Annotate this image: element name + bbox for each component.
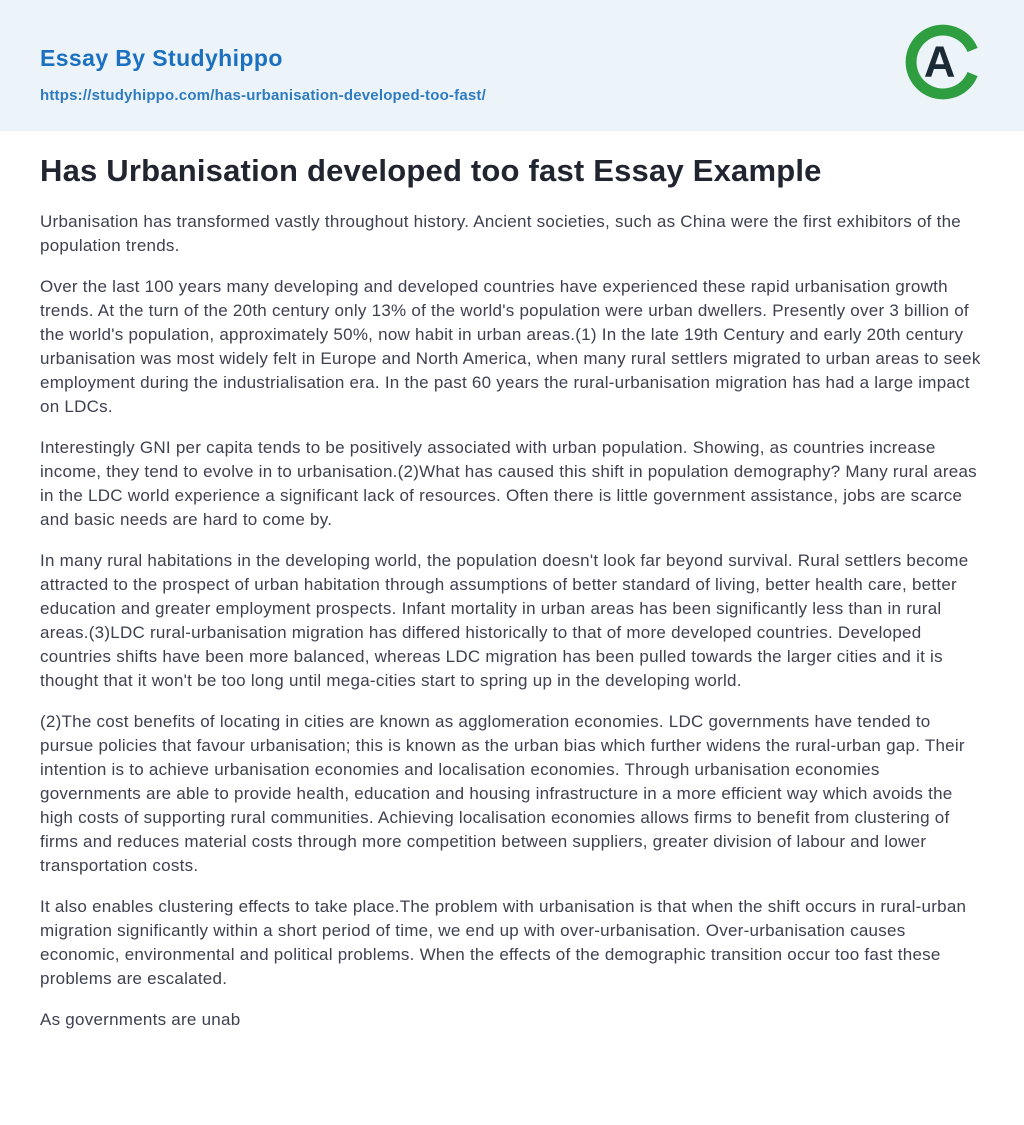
essay-title: Has Urbanisation developed too fast Essay Example — [40, 153, 822, 188]
essay-article — [0, 131, 1024, 1032]
essay-paragraph: In many rural habitations in the developing world, the population doesn't look far beyond survival. Rural settlers become attracted to the prospect of urban habitation through assumptions of better standard of living, better health care, better education and greater employment prospects. Infant mortality in urban areas has been significantly less than in rural areas.(3)LDC rural-urbanisation migration has differed historically to that of more developed countries. Developed countries shifts have been more balanced, whereas LDC migration has been pulled towards the larger cities and it is thought that it won't be too long until mega-cities start to spring up in the developing world. — [40, 551, 969, 690]
essay-paragraph: (2)The cost benefits of locating in cities are known as agglomeration economies. LDC governments have tended to pursue policies that favour urbanisation; this is known as the urban bias which further widens the rural-urban gap. Their intention is to achieve urbanisation economies and localisation economies. Through urbanisation economies governments are able to provide health, education and housing infrastructure in a more efficient way which avoids the high costs of supporting rural communities. Achieving localisation economies allows firms to benefit from clustering of firms and reduces material costs through more competition between suppliers, greater division of labour and lower transportation costs. — [40, 712, 965, 875]
essay-paragraph: It also enables clustering effects to take place.The problem with urbanisation is that when the shift occurs in rural-urban migration significantly within a short period of time, we end up with over-urbanisation. Over-urbanisation causes economic, environmental and political problems. When the effects of the demographic transition occur too fast these problems are escalated. — [40, 897, 967, 988]
essay-body — [40, 210, 984, 1032]
header-text-block — [0, 0, 1024, 105]
essay-url-link[interactable]: https://studyhippo.com/has-urbanisation-developed-too-fast/ — [40, 87, 486, 104]
site-title: Essay By Studyhippo — [40, 45, 283, 71]
essay-paragraph: Urbanisation has transformed vastly throughout history. Ancient societies, such as China were the first exhibitors of the population trends. — [40, 212, 961, 255]
essay-paragraph: Over the last 100 years many developing and developed countries have experienced these rapid urbanisation growth trends. At the turn of the 20th century only 13% of the world's population were urban dwellers. Presently over 3 billion of the world's population, approximately 50%, now habit in urban areas.(1) In the late 19th Century and early 20th century urbanisation was most widely felt in Europe and North America, when many rural settlers migrated to urban areas to seek employment during the industrialisation era. In the past 60 years the rural-urbanisation migration has had a large impact on LDCs. — [40, 277, 981, 416]
page-header — [0, 0, 1024, 131]
studyhippo-logo — [901, 20, 985, 104]
essay-paragraph: As governments are unab — [40, 1010, 241, 1029]
logo-letter: A — [923, 37, 956, 87]
essay-paragraph: Interestingly GNI per capita tends to be positively associated with urban population. Showing, as countries increase income, they tend to evolve in to urbanisation.(2)What has caused this shift in population demography? Many rural areas in the LDC world experience a significant lack of resources. Often there is little government assistance, jobs are scarce and basic needs are hard to come by. — [40, 438, 977, 529]
